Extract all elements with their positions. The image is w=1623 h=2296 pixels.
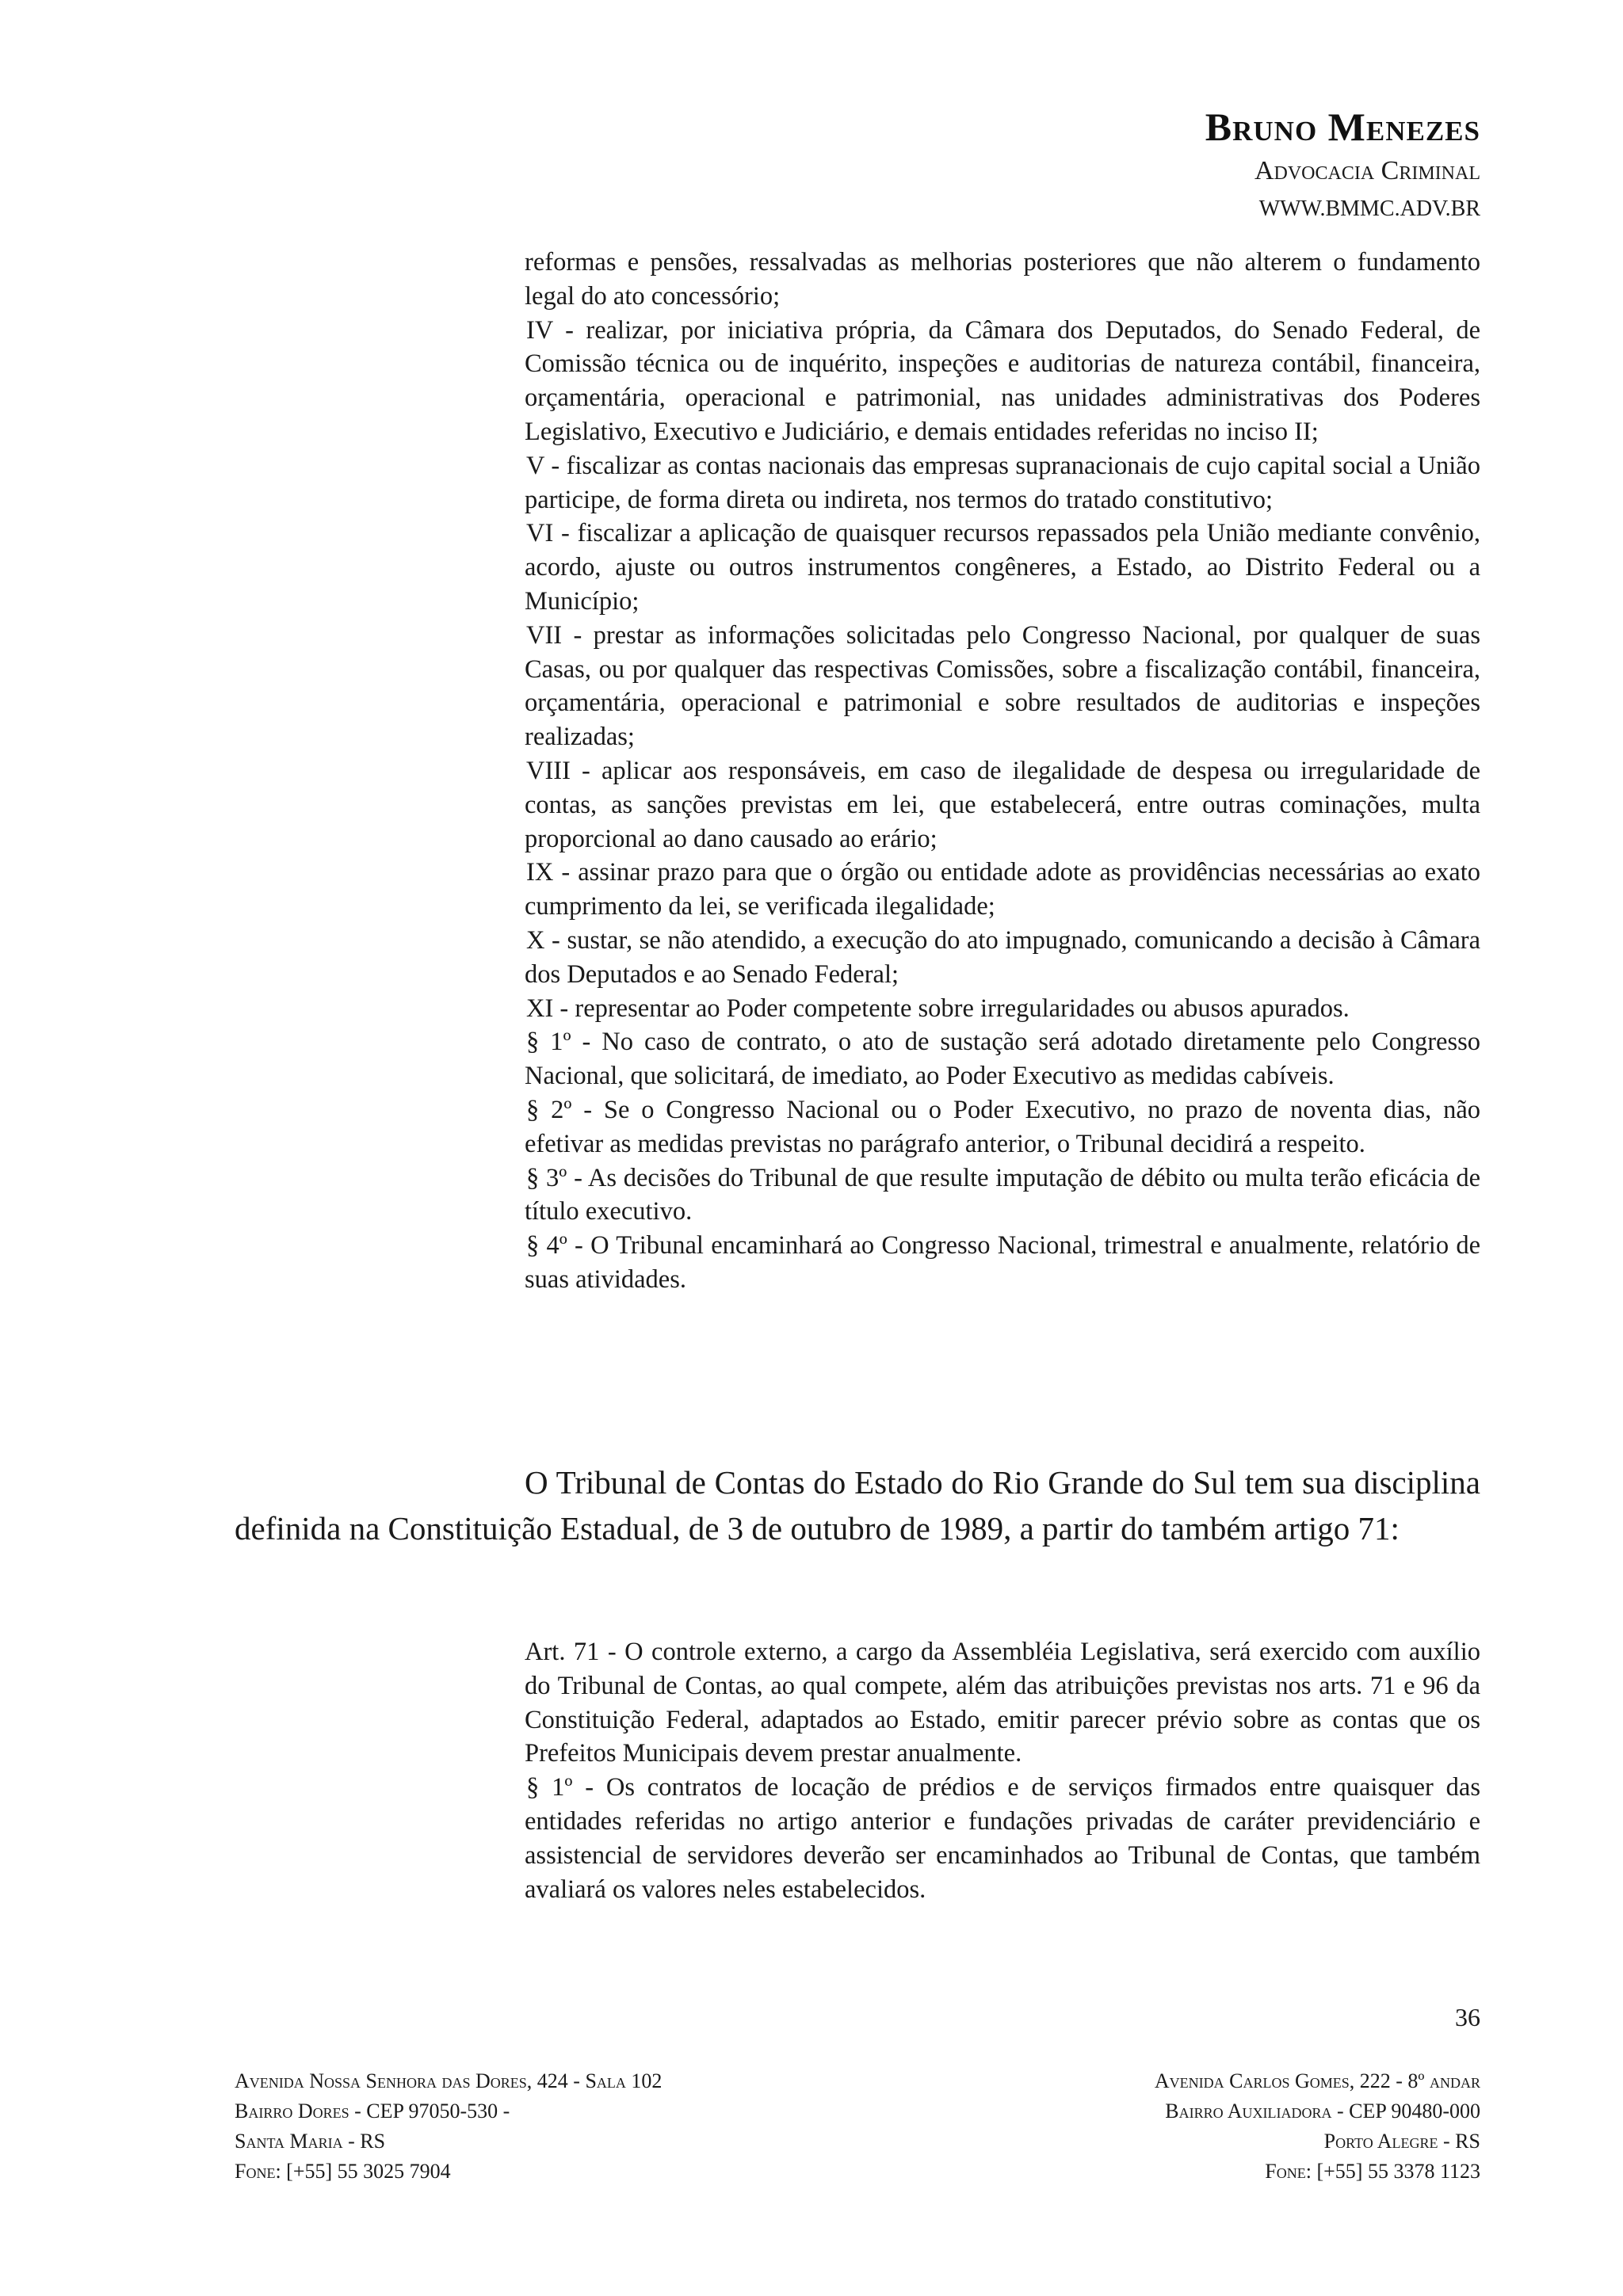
footer-city: Porto Alegre - RS bbox=[1323, 2130, 1480, 2153]
page-number: 36 bbox=[1455, 2003, 1480, 2031]
quote-paragraph: VIII - aplicar aos responsáveis, em caso de ilegalidade de despesa ou irregularidade de contas, as sanções previstas em lei, que estabelecerá, entre outras cominações, multa proporcional ao dano causado ao erário; bbox=[525, 756, 1480, 853]
firm-website: WWW.BMMC.ADV.BR bbox=[1258, 196, 1480, 221]
quote-paragraph: VI - fiscalizar a aplicação de quaisquer recursos repassados pela União mediante convênio, acordo, ajuste ou outros instrumentos congêneres, a Estado, ao Distrito Federal ou a Município; bbox=[525, 519, 1480, 616]
legal-quote-federal bbox=[525, 246, 1480, 1297]
quote-paragraph: § 1º - No caso de contrato, o ato de sustação será adotado diretamente pelo Congresso Nacional, que solicitará, de imediato, ao Poder Executivo as medidas cabíveis. bbox=[525, 1028, 1480, 1091]
body-text bbox=[235, 1459, 1480, 1551]
footer-street: Avenida Nossa Senhora das Dores, 424 - Sala 102 bbox=[235, 2069, 663, 2092]
body-paragraph: O Tribunal de Contas do Estado do Rio Grande do Sul tem sua disciplina definida na Constituição Estadual, de 3 de outubro de 1989, a partir do também artigo 71: bbox=[235, 1464, 1480, 1547]
footer-phone: Fone: [+55] 55 3025 7904 bbox=[235, 2160, 451, 2183]
quote-paragraph: § 1º - Os contratos de locação de prédios e de serviços firmados entre quaisquer das entidades referidas no artigo anterior e fundações privadas de caráter previdenciário e assistencial de servidores deverão ser encaminhados ao Tribunal de Contas, que também avaliará os valores neles estabelecidos. bbox=[525, 1773, 1480, 1904]
footer-district: Bairro Dores - CEP 97050-530 - bbox=[235, 2100, 510, 2122]
quote-paragraph: XI - representar ao Poder competente sobre irregularidades ou abusos apurados. bbox=[526, 994, 1350, 1023]
footer-phone: Fone: [+55] 55 3378 1123 bbox=[1265, 2160, 1480, 2183]
quote-paragraph: Art. 71 - O controle externo, a cargo da Assembléia Legislativa, será exercido com auxílio do Tribunal de Contas, ao qual compete, além das atribuições previstas nos arts. 71 e 96 da Constituição Federal, adaptados ao Estado, emitir parecer prévio sobre as contas que os Prefeitos Municipais devem prestar anualmente. bbox=[525, 1638, 1480, 1768]
quote-paragraph: § 4º - O Tribunal encaminhará ao Congresso Nacional, trimestral e anualmente, relatório de suas atividades. bbox=[525, 1231, 1480, 1294]
practice-area: Advocacia Criminal bbox=[1254, 156, 1480, 185]
footer-city: Santa Maria - RS bbox=[235, 2130, 386, 2153]
letterhead bbox=[1205, 101, 1480, 227]
footer-address-porto-alegre bbox=[1155, 2066, 1480, 2187]
firm-name: Bruno Menezes bbox=[1205, 105, 1480, 149]
footer-street: Avenida Carlos Gomes, 222 - 8º andar bbox=[1154, 2069, 1480, 2092]
quote-paragraph: § 2º - Se o Congresso Nacional ou o Poder Executivo, no prazo de noventa dias, não efetivar as medidas previstas no parágrafo anterior, o Tribunal decidirá a respeito. bbox=[525, 1095, 1480, 1158]
footer-district: Bairro Auxiliadora - CEP 90480-000 bbox=[1165, 2100, 1480, 2122]
quote-paragraph: VII - prestar as informações solicitadas pelo Congresso Nacional, por qualquer de suas Casas, ou por qualquer das respectivas Comissões, sobre a fiscalização contábil, financeira, orçamentária, operacional e patrimonial e sobre resultados de auditorias e inspeções realizadas; bbox=[525, 620, 1480, 752]
quote-paragraph: X - sustar, se não atendido, a execução do ato impugnado, comunicando a decisão à Câmara dos Deputados e ao Senado Federal; bbox=[525, 925, 1480, 989]
quote-paragraph: V - fiscalizar as contas nacionais das empresas supranacionais de cujo capital social a União participe, de forma direta ou indireta, nos termos do tratado constitutivo; bbox=[525, 451, 1480, 514]
quote-paragraph: IX - assinar prazo para que o órgão ou entidade adote as providências necessárias ao exato cumprimento da lei, se verificada ilegalidade; bbox=[525, 858, 1480, 921]
footer-address-santa-maria bbox=[235, 2066, 662, 2187]
quote-paragraph: § 3º - As decisões do Tribunal de que resulte imputação de débito ou multa terão eficácia de título executivo. bbox=[525, 1163, 1480, 1226]
quote-paragraph: reformas e pensões, ressalvadas as melhorias posteriores que não alterem o fundamento legal do ato concessório; bbox=[525, 248, 1480, 311]
quote-paragraph: IV - realizar, por iniciativa própria, da Câmara dos Deputados, do Senado Federal, de Comissão técnica ou de inquérito, inspeções e auditorias de natureza contábil, financeira, orçamentária, operacional e patrimonial, nas unidades administrativas dos Poderes Legislativo, Executivo e Judiciário, e demais entidades referidas no inciso II; bbox=[525, 315, 1480, 446]
legal-quote-state bbox=[525, 1635, 1480, 1906]
